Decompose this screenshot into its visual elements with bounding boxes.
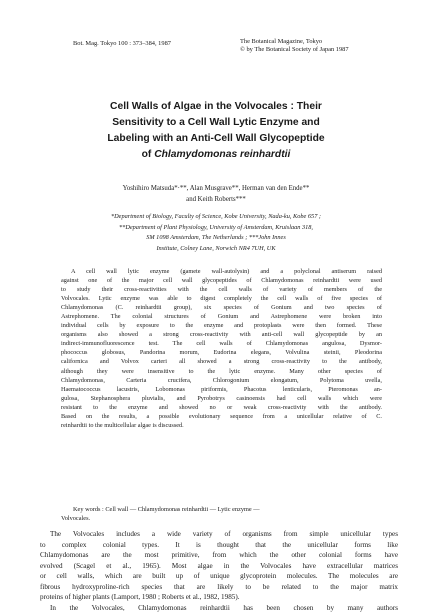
body-line: In the Volvocales, Chlamydomonas reinhardtii has been chosen by many authors: [40, 603, 398, 613]
abstract: [61, 267, 382, 430]
keywords: [61, 505, 382, 523]
title-line: Sensitivity to a Cell Wall Lytic Enzyme and: [40, 115, 392, 131]
keywords-line: Volvocales.: [61, 514, 382, 523]
affiliation-line: SM 1098 Amsterdam, The Netherlands ; ***John Innes: [30, 233, 402, 244]
abstract-line: resistant to the enzyme and showed no or weak cross-reactivity with the antibody.: [61, 403, 382, 412]
body-line: or cell walls, which are built up of unique glycoprotein molecules. The molecules are: [40, 571, 398, 582]
body-line: Chlamydomonas are the most primitive, from which the other colonial forms have: [40, 550, 398, 561]
abstract-line: A cell wall lytic enzyme (gamete wall-autolysin) and a polyclonal antiserum raised: [61, 267, 382, 276]
body-line: The Volvocales includes a wide variety of organisms from simple unicellular types: [40, 529, 398, 540]
body-line: fibrous hydroxyproline-rich species that are likely to be related to the major matrix: [40, 582, 398, 593]
abstract-line: Astrephomene. The colonial structures of Gonium and Astrephomene were broken into: [61, 312, 382, 321]
abstract-line: although they were insensitive to the lytic enzyme. Many other species of: [61, 367, 382, 376]
body-line: proteins of higher plants (Lamport, 1980 ; Roberts et al., 1982, 1985).: [40, 592, 398, 603]
abstract-line: Based on the results, a possible evolutionary sequence from a unicellular relative of C.: [61, 412, 382, 421]
journal-citation: Bot. Mag. Tokyo 100 : 373–384, 1987: [73, 40, 171, 48]
body-text: [40, 529, 398, 613]
abstract-line: against one of the major cell wall glycopeptides of Chlamydomonas reinhardtii were used: [61, 276, 382, 285]
abstract-line: gulosa, Stephanosphera pluvialis, and Pyrobotrys casinoensis had cell walls which were: [61, 394, 382, 403]
abstract-line: phococcus globosus, Pandorina morum, Eudorina elegans, Volvulina steinii, Pleodorina: [61, 348, 382, 357]
title-line: Cell Walls of Algae in the Volvocales : Their: [40, 99, 392, 115]
keywords-line: Key words : Cell wall — Chlamydomonas reinhardtii — Lytic enzyme —: [61, 505, 382, 514]
authors-line: and Keith Roberts***: [30, 195, 402, 206]
abstract-line: organisms also showed a strong cross-reactivity with anti-cell wall glycopeptide by an: [61, 330, 382, 339]
affiliations: [30, 212, 402, 254]
authors-line: Yoshihiro Matsuda*·**, Alan Musgrave**, Herman van den Ende**: [30, 184, 402, 195]
abstract-line: reinhardtii to the multicellular algae is discussed.: [61, 421, 382, 430]
abstract-line: individual cells by exposure to the enzyme and protoplasts were then formed. These: [61, 321, 382, 330]
abstract-line: Haematococcus lacustris, Lobomonas piriformis, Phacotus lenticularis, Pteromonas an-: [61, 385, 382, 394]
publisher-line: The Botanical Magazine, Tokyo: [240, 38, 400, 46]
body-line: to complex colonial types. It is thought that the unicellular forms like: [40, 540, 398, 551]
paper-title: [40, 99, 392, 163]
author-list: [30, 184, 402, 205]
abstract-line: Volvocales. Lytic enzyme was able to digest completely the cell walls of five species of: [61, 294, 382, 303]
title-line: [40, 147, 392, 163]
title-line: Labeling with an Anti-Cell Wall Glycopeptide: [40, 131, 392, 147]
publisher-notice: [240, 38, 400, 55]
affiliation-line: *Department of Biology, Faculty of Science, Kobe University, Nada-ku, Kobe 657 ;: [30, 212, 402, 223]
body-line: evolved (Scagel et al., 1965). Most algae in the Volvocales have extracellular matrices: [40, 561, 398, 572]
title-species: Chlamydomonas reinhardtii: [154, 149, 290, 160]
abstract-line: indirect-immunofluorescence test. The cell walls of Chlamydomonas angulosa, Dysmor-: [61, 339, 382, 348]
title-prefix: of: [142, 149, 155, 160]
abstract-line: Chlamydomonas, Carteria crucifera, Chlorogonium elongatum, Polytoma uvella,: [61, 376, 382, 385]
affiliation-line: **Department of Plant Physiology, University of Amsterdam, Kruislaan 318,: [30, 223, 402, 234]
abstract-line: californica and Volvox carteri all showed a strong cross-reactivity to the antibody,: [61, 357, 382, 366]
copyright-line: © by The Botanical Society of Japan 1987: [240, 46, 400, 54]
affiliation-line: Institute, Colney Lane, Norwich NR4 7UH, UK: [30, 244, 402, 255]
abstract-line: Chlamydomonas (C. reinhardtii group), six species of Gonium and two species of: [61, 303, 382, 312]
abstract-line: to study their cross-reactivities with the cell walls of variety of members of the: [61, 285, 382, 294]
